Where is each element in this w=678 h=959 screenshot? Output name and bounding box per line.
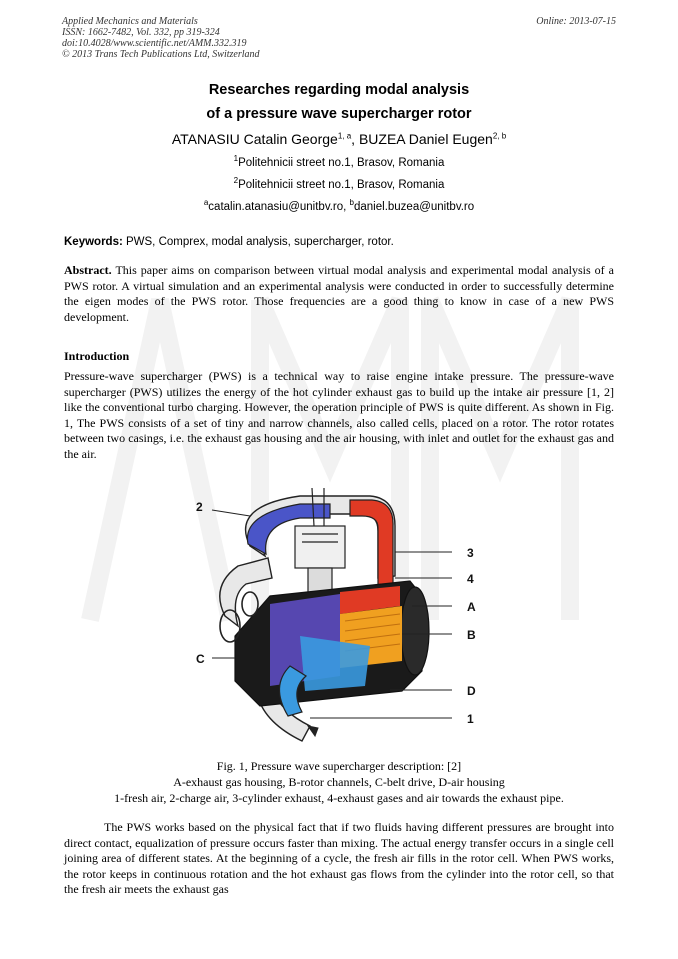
intro-paragraph-2: The PWS works based on the physical fact that if two fluids having different pressures are brought into direct contact, equalization of pressure occurs faster than mixing. The actual energy transfer occurs in a single cell joining area of different states. At the beginning of a cycle, the fresh air fills in the rotor cell. When PWS works, the rotor keeps in continuous rotation and the hot exhaust gas flows from the cylinder into the rotor cell, so that the fresh air meets the exhaust gas [64, 820, 614, 897]
issn: ISSN: 1662-7482, Vol. 332, pp 319-324 [62, 27, 220, 38]
online-date: Online: 2013-07-15 [536, 16, 616, 27]
abstract [64, 263, 614, 325]
email-2[interactable]: daniel.buzea@unitbv.ro [354, 201, 475, 213]
figure-caption-3: 1-fresh air, 2-charge air, 3-cylinder exhaust, 4-exhaust gases and air towards the exhaust pipe. [114, 791, 564, 805]
figure-caption-2: A-exhaust gas housing, B-rotor channels, C-belt drive, D-air housing [173, 775, 505, 789]
abstract-label: Abstract. [64, 263, 112, 277]
email-2-sup: b [349, 198, 354, 208]
affiliation-1-sup: 1 [233, 154, 239, 164]
author-2-sup: 2, b [492, 131, 507, 141]
keywords-label: Keywords: [64, 236, 123, 248]
figure-label-2: 2 [196, 500, 203, 514]
author-separator: , [351, 131, 359, 147]
paper-title-line2: of a pressure wave supercharger rotor [206, 106, 472, 122]
abstract-text: This paper aims on comparison between virtual modal analysis and experimental modal analysis of a PWS rotor. A virtual simulation and an experimental analysis were conducted in order to successfully determine the eigen modes of the PWS rotor. Those frequencies are a good thing to know in case of a new PWS development. [64, 263, 614, 324]
emails: $^a$catalin.atanasiu@unitbv.ro, $^b$daniel.buzea@unitbv.ro [203, 198, 475, 213]
affiliation-2-sup: 2 [233, 176, 239, 186]
figure-label-B: B [467, 628, 476, 642]
email-1-sup: a [203, 198, 209, 208]
intro-paragraph-1: Pressure-wave supercharger (PWS) is a technical way to raise engine intake pressure. The pressure-wave supercharger (PWS) utilizes the energy of the hot cylinder exhaust gas to build up the intake air pressure [1, 2] like the conventional turbo charging. However, the operation principle of PWS is quite different. As shown in Fig. 1, The PWS consists of a set of tiny and narrow channels, also called cells, placed on a rotor. The rotor rotates between two casings, i.e. the exhaust gas housing and the air housing, with inlet and outlet for the exhaust gas and the air. [64, 369, 614, 461]
figure-label-1: 1 [467, 712, 474, 726]
doi[interactable]: doi:10.4028/www.scientific.net/AMM.332.319 [62, 38, 247, 49]
figure-caption-1: Fig. 1, Pressure wave supercharger description: [2] [216, 759, 462, 773]
affiliation-2 [0, 176, 678, 191]
section-heading-introduction: Introduction [64, 349, 130, 363]
authors [0, 131, 678, 147]
pws-figure [190, 486, 490, 746]
author-1-sup: 1, a [337, 131, 352, 141]
journal-header [62, 16, 260, 60]
affiliation-1-text: Politehnicii street no.1, Brasov, Romania [238, 157, 445, 169]
keywords [64, 236, 614, 248]
figure-label-C: C [196, 652, 205, 666]
copyright: © 2013 Trans Tech Publications Ltd, Switzerland [62, 49, 260, 60]
figure-label-4: 4 [467, 572, 474, 586]
keywords-text: PWS, Comprex, modal analysis, supercharger, rotor. [122, 236, 394, 248]
figure-label-3: 3 [467, 546, 474, 560]
author-1: ATANASIU Catalin George [171, 131, 338, 147]
paper-title-line1: Researches regarding modal analysis [208, 82, 470, 98]
affiliation-1 [0, 154, 678, 169]
figure-label-D: D [467, 684, 476, 698]
journal-name: Applied Mechanics and Materials [62, 16, 198, 27]
email-1[interactable]: catalin.atanasiu@unitbv.ro [208, 201, 344, 213]
figure-label-A: A [467, 600, 476, 614]
affiliation-2-text: Politehnicii street no.1, Brasov, Romania [238, 179, 445, 191]
author-2: BUZEA Daniel Eugen [358, 131, 493, 147]
